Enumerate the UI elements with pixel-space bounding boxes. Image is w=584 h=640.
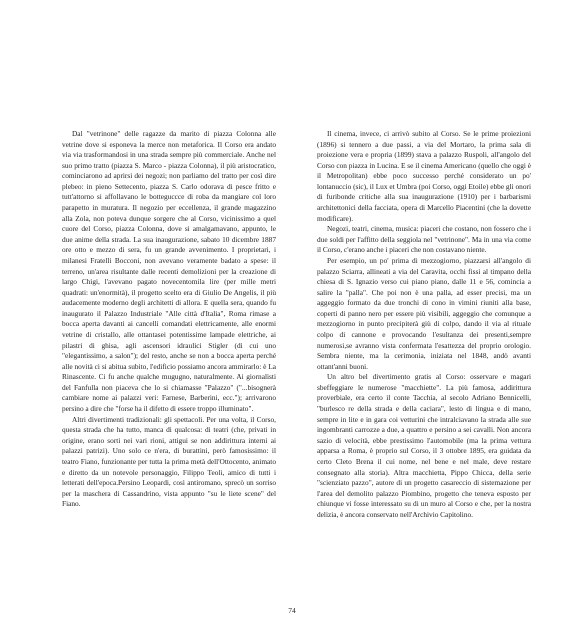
left-column — [62, 129, 276, 510]
paragraph: Dal "vetrinone" delle ragazze da marito di piazza Colonna alle vetrine dove si esponeva la merce non metaforica. Il Corso era andato via via trasformandosi in una strada sempre più commerciale. Anche nel suo primo tratto (piazza S. Marco - piazza Colonna), il più aristocratico, cominciarono ad aprirsi dei negozi; non parliamo del tratto per così dire plebeo: in pieno Settecento, piazza S. Carlo odorava di pesce fritto e tutt'attorno si affollavano le botteguccce di roba da mangiare col loro parapetto in muratura. Il negozio per eccellenza, il grande magazzino alla Zola, non poteva dunque sorgere che al Corso, vicinissimo a quel cuore del Corso, piazza Colonna, dove si amalgamavano, appunto, le due anime della strada. La sua inaugurazione, sabato 10 dicembre 1887 ore otto e mezzo di sera, fu un grande avvenimento. I proprietari, i milanesi Fratelli Bocconi, non avevano veramente badato a spese: il terreno, un'area risultante dalle recenti demolizioni per la creazione di largo Chigi, l'avevano pagato novecentomila lire (per mille metri quadrati: un'enormità), il progetto scelto era di Giulio De Angelis, il più audacemente moderno degli architetti di allora. E quella sera, quando fu inaugurato il Palazzo Industriale "Alle città d'Italia", Roma rimase a bocca aperta davanti ai cancelli comandati elettricamente, alle enormi vetrine di cristallo, alle ottantasei potentissime lampade elettriche, ai pilastri di ghisa, agli ascensori idraulici Stigler (di cui uno "elegantissimo, a salon"); del resto, anche se non a bocca aperta perché alle novità ci si abitua subito, l'edificio possiamo ancora ammirarlo: è La Rinascente. Ci fu anche qualche mugugno, naturalmente. Ai giornalisti del Fanfulla non piaceva che lo si chiamasse "Palazzo" ("...bisognerà cambiare nome ai palazzi veri: Farnese, Barberini, ecc."); arrivarono persino a dire che "forse ha il difetto di essere troppo illuminato". — [62, 129, 276, 414]
paragraph: Altri divertimenti tradizionali: gli spettacoli. Per una volta, il Corso, questa strada che ha tutto, manca di qualcosa: di teatri (che, privati in origine, erano sorti nei vari rioni, attigui se non addirittura interni ai palazzi patrizi). Uno solo ce n'era, di burattini, però famosissimo: il teatro Fiano, funzionante per tutta la prima metà dell'Ottocento, animato e diretto da un notevole personaggio, Filippo Teoli, amico di tutti i letterati dell'epoca.Persino Leopardi, così antiromano, sprecò un sorriso per la maschera di Cassandrino, vista appunto "su le liete scene" del Fiano. — [62, 414, 276, 509]
paragraph: Negozi, teatri, cinema, musica: piaceri che costano, non fossero che i due soldi per l'affitto della seggiola nel "vetrinone". Ma in una via come il Corso, c'erano anche i piaceri che non costavano niente. — [317, 224, 531, 255]
paragraph: Il cinema, invece, ci arrivò subito al Corso. Se le prime proiezioni (1896) si tennero a due passi, a via del Mortaro, la prima sala di proiezione vera e propria (1899) stava a palazzo Ruspoli, all'angolo del Corso con piazza in Lucina. E se il cinema Americano (quello che oggi è il Metropolitan) ebbe poco successo perché considerato un po' lontanuccio (sic), il Lux et Umbra (poi Corso, oggi Etoile) ebbe gli onori di furibonde critiche alla sua inaugurazione (1910) per i barbarismi architettonici della facciata, opera di Marcello Piacentini (che la dovette modificare). — [317, 129, 531, 223]
paragraph: Un altro bel divertimento gratis al Corso: osservare e magari sbeffeggiare le numerose "macchiette". La più famosa, addirittura proverbiale, era certo il conte Tacchia, al secolo Adriano Bennicelli, "burlesco re della strada e della caciara", lesto di lingua e di mano, sempre in lite e in gara coi vetturini che intralciavano la strada alle sue ingombranti carrozze a due, a quattro e persino a sei cavalli. Non ancora sazio di velocità, ebbe prestissimo l'automobile (ma la prima vettura apparsa a Roma, è proprio sul Corso, il 3 ottobre 1895, era guidata da certo Cleto Brena il cui nome, nel bene e nel male, deve restare consegnato alla storia). Altra macchietta, Pippo Chicca, della serie "scienziato pazzo", autore di un progetto casareccio di sistemazione per l'area del demolito palazzo Piombino, progetto che teneva esposto per chiunque vi fosse interessato su di un muro al Corso e che, per la nostra delizia, è ancora conservato nell'Archivio Capitolino. — [317, 372, 531, 519]
paragraph: Per esempio, un po' prima di mezzogiorno, piazzarsi all'angolo di palazzo Sciarra, allineati a via del Caravita, occhi fissi al timpano della chiesa di S. Ignazio verso cui piano piano, dalle 11 e 56, comincia a salire la "palla". Che poi non è una palla, ad esser precisi, ma un aggeggio formato da due tronchi di cono in vimini riuniti alla base, coperti di panno nero per essere più visibili, aggeggio che comunque a mezzogiorno in punto precipiterà giù di colpo, dando il via al rituale colpo di cannone e provocando l'esultanza dei presenti,sempre numerosi,se avranno vista confermata l'esattezza del proprio orologio. Sembra niente, ma la cerimonia, iniziata nel 1848, andò avanti ottant'anni buoni. — [317, 255, 531, 371]
page-number: 74 — [288, 606, 296, 615]
right-column — [317, 129, 531, 520]
